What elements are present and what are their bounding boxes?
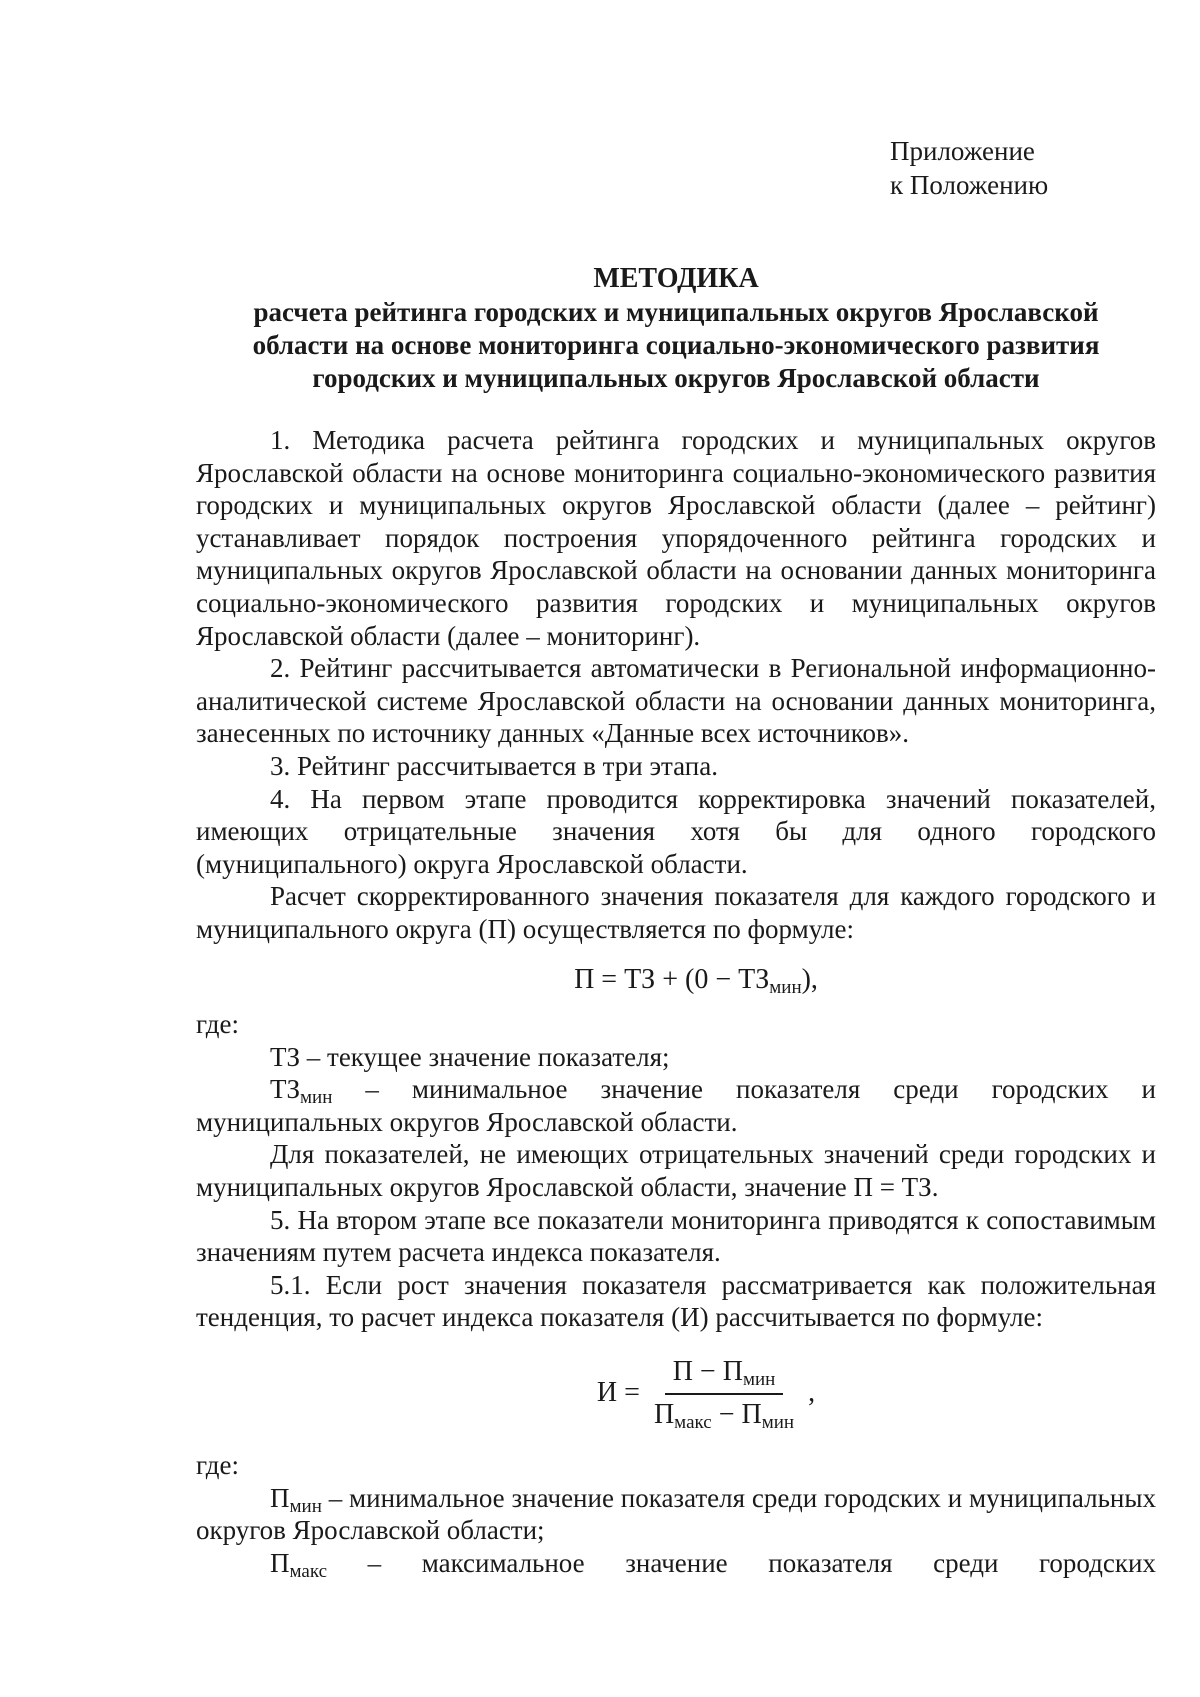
appendix-line-2: к Положению xyxy=(890,170,1049,200)
definition-tz-min xyxy=(196,1073,1156,1138)
appendix-header xyxy=(890,134,1048,202)
title-main: МЕТОДИКА xyxy=(593,263,759,294)
formula-2-tail: , xyxy=(808,1377,816,1409)
formula-2-den-a: П xyxy=(653,1398,675,1430)
title-line-3: городских и муниципальных округов Ярославской области xyxy=(312,363,1040,393)
appendix-line-1: Приложение xyxy=(890,136,1035,166)
definition-tz-min-text: – минимальное значение показателя среди городских и муниципальных округов Ярославской области. xyxy=(196,1074,1156,1137)
formula-2-den-sub-2: мин xyxy=(761,1411,795,1433)
formula-1-lhs: П = ТЗ + (0 − ТЗ xyxy=(574,963,770,995)
definition-tz: ТЗ – текущее значение показателя; xyxy=(270,1041,670,1072)
paragraph-5-1: 5.1. Если рост значения показателя рассматривается как положительная тенденция, то расчет индекса показателя (И) рассчитывается по формуле: xyxy=(196,1269,1156,1333)
definition-p-min xyxy=(196,1482,1156,1547)
document-title xyxy=(196,262,1156,395)
paragraph-1: 1. Методика расчета рейтинга городских и муниципальных округов Ярославской области на основе мониторинга социально-экономического развития городских и муниципальных округов Ярославской области (далее – рейтинг) устанавливает порядок построения упорядоченного рейтинга городских и муниципальных округов Ярославской области на основании данных мониторинга социально-экономического развития городских и муниципальных округов Ярославской области (далее – мониторинг). xyxy=(196,425,1156,651)
definition-p-max-sub: макс xyxy=(289,1561,328,1582)
definition-tz-min-sub: мин xyxy=(300,1087,333,1109)
definition-p-min-text: – минимальное значение показателя среди городских и муниципальных округов Ярославской области; xyxy=(196,1482,1156,1546)
where-label-2: где: xyxy=(196,1450,239,1481)
definition-p-max-word-5: среди xyxy=(933,1548,999,1578)
definition-tz-min-term: ТЗ xyxy=(270,1074,301,1105)
paragraph-4: 4. На первом этапе проводится корректировка значений показателей, имеющих отрицательные значения хотя бы для одного городского (муниципального) округа Ярославской области. xyxy=(196,783,1156,879)
definition-p-max-word-1: – xyxy=(367,1548,382,1578)
title-line-1: расчета рейтинга городских и муниципальных округов Ярославской xyxy=(253,297,1099,327)
definition-p-max-word-2: максимальное xyxy=(421,1548,585,1578)
paragraph-non-negative: Для показателей, не имеющих отрицательных значений среди городских и муниципальных округов Ярославской области, значение П = ТЗ. xyxy=(196,1139,1156,1203)
formula-index xyxy=(196,1356,1156,1431)
formula-2-lhs: И = xyxy=(596,1377,640,1409)
formula-2-den-sub-1: макс xyxy=(674,1411,712,1433)
formula-1-sub: мин xyxy=(769,976,802,998)
formula-2-numerator xyxy=(665,1356,784,1395)
formula-1-tail: ), xyxy=(801,963,818,995)
definition-p-min-term: П xyxy=(270,1482,290,1513)
document-body xyxy=(196,424,1156,1580)
definition-p-max-word-3: значение xyxy=(625,1548,728,1578)
definition-p-max-letter: П xyxy=(270,1548,290,1578)
definition-p-min-sub: мин xyxy=(289,1495,322,1517)
where-label-1: где: xyxy=(196,1009,239,1040)
formula-2-num-text: П − П xyxy=(672,1356,743,1388)
paragraph-2: 2. Рейтинг рассчитывается автоматически в Региональной информационно-аналитической системе Ярославской области на основании данных мониторинга, занесенных по источнику данных «Данные всех источников». xyxy=(196,653,1156,749)
formula-corrected-value xyxy=(196,964,1156,997)
title-line-2: области на основе мониторинга социально-экономического развития xyxy=(252,330,1100,360)
formula-2-denominator xyxy=(646,1395,802,1432)
formula-2-den-b: − П xyxy=(711,1398,762,1430)
definition-p-max-word-4: показателя xyxy=(768,1548,893,1578)
definition-p-max xyxy=(196,1547,1156,1580)
paragraph-5: 5. На втором этапе все показатели мониторинга приводятся к сопоставимым значениям путем расчета индекса показателя. xyxy=(196,1204,1156,1268)
paragraph-4-formula-intro: Расчет скорректированного значения показателя для каждого городского и муниципального округа (П) осуществляется по формуле: xyxy=(196,881,1156,944)
paragraph-3: 3. Рейтинг рассчитывается в три этапа. xyxy=(270,750,718,781)
formula-2-num-sub: мин xyxy=(742,1369,776,1391)
definition-p-max-word-6: городских xyxy=(1039,1548,1156,1578)
definition-p-max-term xyxy=(270,1547,327,1580)
formula-2-fraction xyxy=(646,1356,802,1431)
